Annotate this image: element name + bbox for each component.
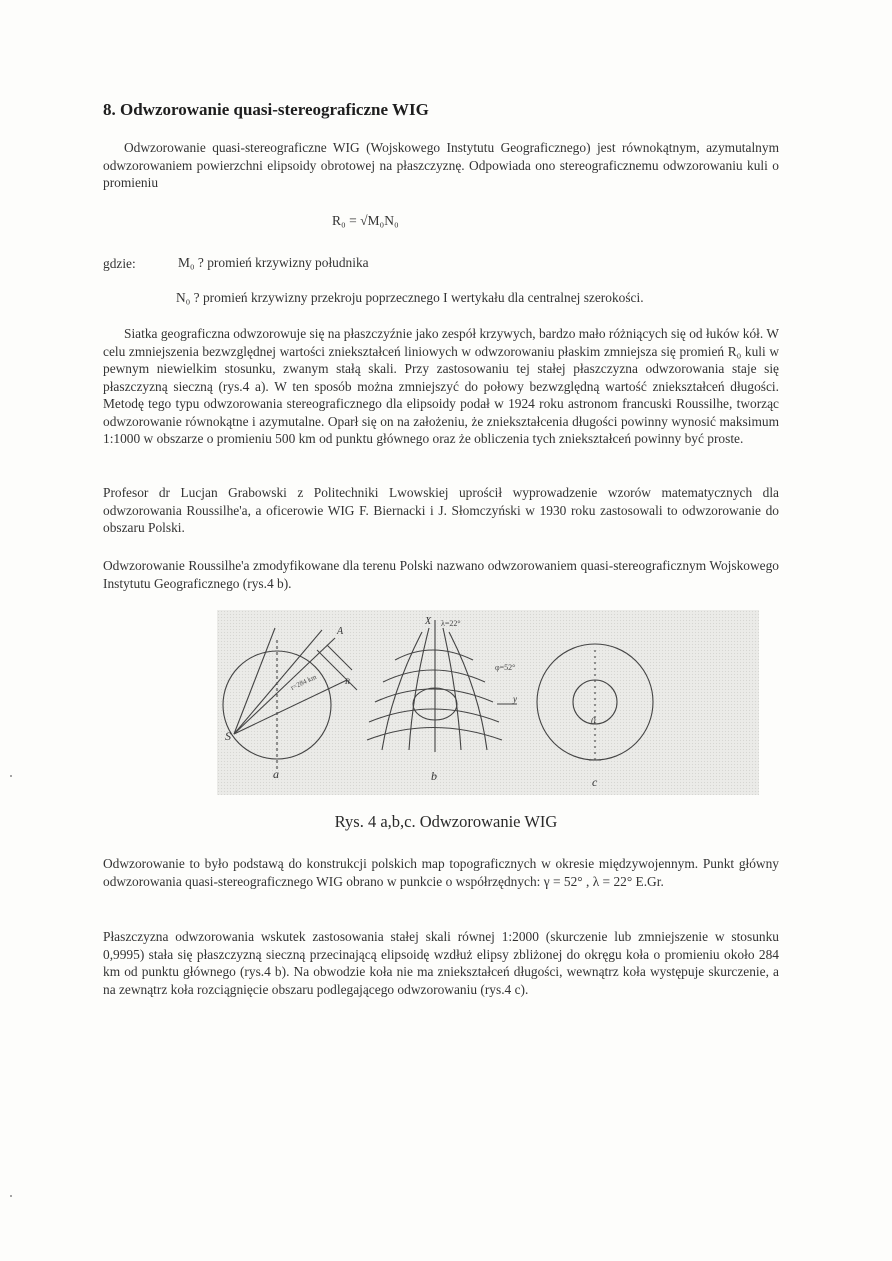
radius-formula: R₀ = √M₀N₀ bbox=[332, 213, 399, 228]
label-y: y bbox=[513, 694, 517, 704]
secant-line-3 bbox=[234, 628, 275, 734]
label-phi: φ=52° bbox=[495, 663, 516, 672]
paragraph-scale-constant: Płaszczyzna odwzorowania wskutek zastosowania stałej skali równej 1:2000 (skurczenie lub zmniejszenie w stosunku 0,9995) stała się płaszczyzną sieczną przecinającą elipsoidę wzdłuż elipsy zbliżonej do okręgu koła o promieniu około 284 km od punktu głównego (rys.4 b). Na obwodzie koła nie ma zniekształceń długości, wewnątrz koła występuje skurczenie, a na zewnątrz koła rozciągnięcie obszaru podlegającego odwzorowaniu (rys.4 c). bbox=[103, 929, 779, 997]
paragraph-grabowski: Profesor dr Lucjan Grabowski z Politechniki Lwowskiej uprościł wyprowadzenie wzorów matematycznych dla odwzorowania Roussilhe'a, a oficerowie WIG F. Biernacki i J. Słomczyński w 1930 roku zastosowali to odwzorowanie do obszaru Polski. bbox=[103, 485, 779, 535]
paragraph-main-point: Odwzorowanie to było podstawą do konstrukcji polskich map topograficznych w okresie międzywojennym. Punkt główny odwzorowania quasi-stereograficznego WIG obrano w punkcie o współrzędnych: γ = 52° , λ = 22° E.Gr. bbox=[103, 856, 779, 889]
figure-drawing bbox=[217, 610, 759, 795]
secant-plane-a bbox=[327, 645, 352, 670]
label-big-a: A bbox=[337, 626, 344, 637]
label-radius: r=284 km bbox=[289, 672, 318, 692]
paragraph-roussilhe: Odwzorowanie Roussilhe'a zmodyfikowane dla terenu Polski nazwano odwzorowaniem quasi-stereograficznym Wojskowego Instytutu Geograficznego (rys.4 b). bbox=[103, 558, 779, 591]
paragraph-grid-description: Siatka geograficzna odwzorowuje się na płaszczyźnie jako zespół krzywych, bardzo mało różniących się od łuków kół. W celu zmniejszenia bezwzględnej wartości zniekształceń liniowych w odwzorowaniu płaskim zmniejsza się promień R₀ kuli w pewnym niewielkim stosunku, zwanym stałą skali. Przy zastosowaniu tej stałej płaszczyzna odwzorowania staje się płaszczyzną sieczną (rys.4 a). W ten sposób można zmniejszyć do połowy bezwzględną wartość zniekształceń długości. Metodę tego typu odwzorowania stereograficznego dla elipsoidy podał w 1924 roku astronom francuski Roussilhe, tworząc odwzorowanie równokątne i azymutalne. Oparł się on na założeniu, że zniekształcenia długości powinny wynosić maksimum 1:1000 w obszarze o promieniu 500 km od punktu głównego oraz że obliczenia tych zniekształceń powinny być proste. bbox=[103, 326, 779, 446]
label-x: X bbox=[425, 616, 432, 627]
label-s: S bbox=[225, 729, 231, 743]
panel-label-c: c bbox=[592, 775, 598, 789]
label-lambda: λ=22° bbox=[441, 619, 461, 628]
where-n0-definition: N₀ ? promień krzywizny przekroju poprzecznego I wertykału dla centralnej szerokości. bbox=[176, 290, 644, 305]
tangent-plane-a bbox=[317, 650, 357, 690]
figure-caption: Rys. 4 a,b,c. Odwzorowanie WIG bbox=[334, 812, 558, 831]
section-title: 8. Odwzorowanie quasi-stereograficzne WIG bbox=[103, 100, 429, 119]
figure-wig-projection bbox=[217, 610, 759, 795]
scan-speck bbox=[10, 1195, 12, 1197]
panel-label-a: a bbox=[273, 767, 279, 781]
panel-b-diagram bbox=[367, 620, 517, 752]
outer-circle-c bbox=[537, 644, 653, 760]
where-label: gdzie: bbox=[103, 256, 136, 271]
label-R: R bbox=[345, 677, 350, 686]
label-origin: 0 bbox=[591, 716, 596, 726]
panel-c-diagram bbox=[537, 644, 653, 760]
intro-paragraph: Odwzorowanie quasi-stereograficzne WIG (Wojskowego Instytutu Geograficznego) jest równokątnym, azymutalnym odwzorowaniem powierzchni elipsoidy obrotowej na płaszczyznę. Odpowiada ono stereograficznemu odwzorowaniu kuli o promieniu bbox=[103, 140, 779, 190]
where-m0-definition: M₀ ? promień krzywizny południka bbox=[178, 255, 369, 270]
panel-a-diagram bbox=[223, 628, 357, 770]
meridian-4 bbox=[443, 628, 461, 750]
scan-speck bbox=[10, 775, 12, 777]
panel-label-b: b bbox=[431, 769, 437, 783]
